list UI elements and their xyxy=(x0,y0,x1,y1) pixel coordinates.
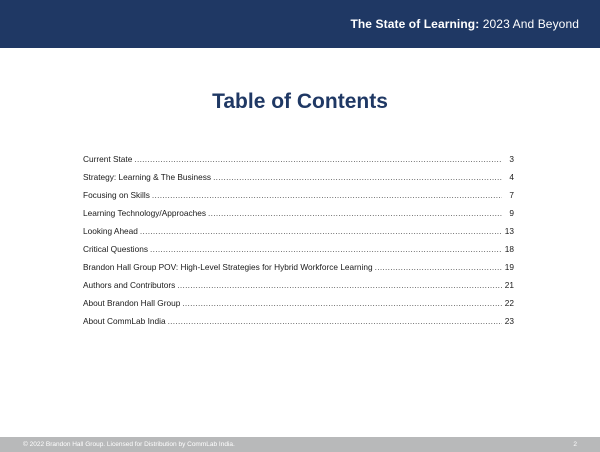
toc-leader-dots xyxy=(213,172,502,182)
table-of-contents xyxy=(83,154,514,334)
toc-entry-label: Strategy: Learning & The Business xyxy=(83,172,212,182)
document-footer xyxy=(0,437,600,452)
toc-entry-page: 22 xyxy=(504,298,514,308)
toc-entry-label: Brandon Hall Group POV: High-Level Strategies for Hybrid Workforce Learning xyxy=(83,262,373,272)
toc-leader-dots xyxy=(177,280,502,290)
toc-leader-dots xyxy=(375,262,502,272)
page-title: Table of Contents xyxy=(212,90,388,113)
toc-entry-page: 21 xyxy=(504,280,514,290)
toc-leader-dots xyxy=(152,190,502,200)
toc-leader-dots xyxy=(150,244,502,254)
toc-entry-label: Critical Questions xyxy=(83,244,149,254)
toc-entry-authors[interactable] xyxy=(83,280,514,298)
toc-entry-page: 3 xyxy=(509,154,514,164)
footer-page-number: 2 xyxy=(573,441,577,448)
toc-entry-pov[interactable] xyxy=(83,262,514,280)
toc-entry-label: About Brandon Hall Group xyxy=(83,298,181,308)
footer-copyright: © 2022 Brandon Hall Group. Licensed for Distribution by CommLab India. xyxy=(23,441,235,448)
toc-entry-technology[interactable] xyxy=(83,208,514,226)
toc-leader-dots xyxy=(140,226,502,236)
toc-entry-page: 23 xyxy=(504,316,514,326)
document-header xyxy=(0,0,600,48)
header-title-bold: The State of Learning: xyxy=(350,17,480,31)
toc-entry-critical-questions[interactable] xyxy=(83,244,514,262)
toc-entry-strategy[interactable] xyxy=(83,172,514,190)
header-title-rest: 2023 And Beyond xyxy=(479,17,579,31)
toc-entry-current-state[interactable] xyxy=(83,154,514,172)
toc-entry-label: Looking Ahead xyxy=(83,226,138,236)
toc-entry-page: 9 xyxy=(509,208,514,218)
toc-entry-label: Authors and Contributors xyxy=(83,280,176,290)
toc-entry-page: 13 xyxy=(504,226,514,236)
toc-entry-page: 18 xyxy=(504,244,514,254)
toc-entry-page: 19 xyxy=(504,262,514,272)
toc-entry-page: 7 xyxy=(509,190,514,200)
toc-leader-dots xyxy=(168,316,502,326)
toc-leader-dots xyxy=(208,208,502,218)
toc-leader-dots xyxy=(134,154,502,164)
toc-entry-label: Learning Technology/Approaches xyxy=(83,208,207,218)
toc-entry-label: Focusing on Skills xyxy=(83,190,150,200)
toc-entry-label: About CommLab India xyxy=(83,316,166,326)
toc-entry-page: 4 xyxy=(509,172,514,182)
toc-entry-about-bhg[interactable] xyxy=(83,298,514,316)
toc-leader-dots xyxy=(182,298,502,308)
toc-entry-skills[interactable] xyxy=(83,190,514,208)
toc-entry-looking-ahead[interactable] xyxy=(83,226,514,244)
toc-entry-label: Current State xyxy=(83,154,133,164)
toc-entry-about-commlab[interactable] xyxy=(83,316,514,334)
